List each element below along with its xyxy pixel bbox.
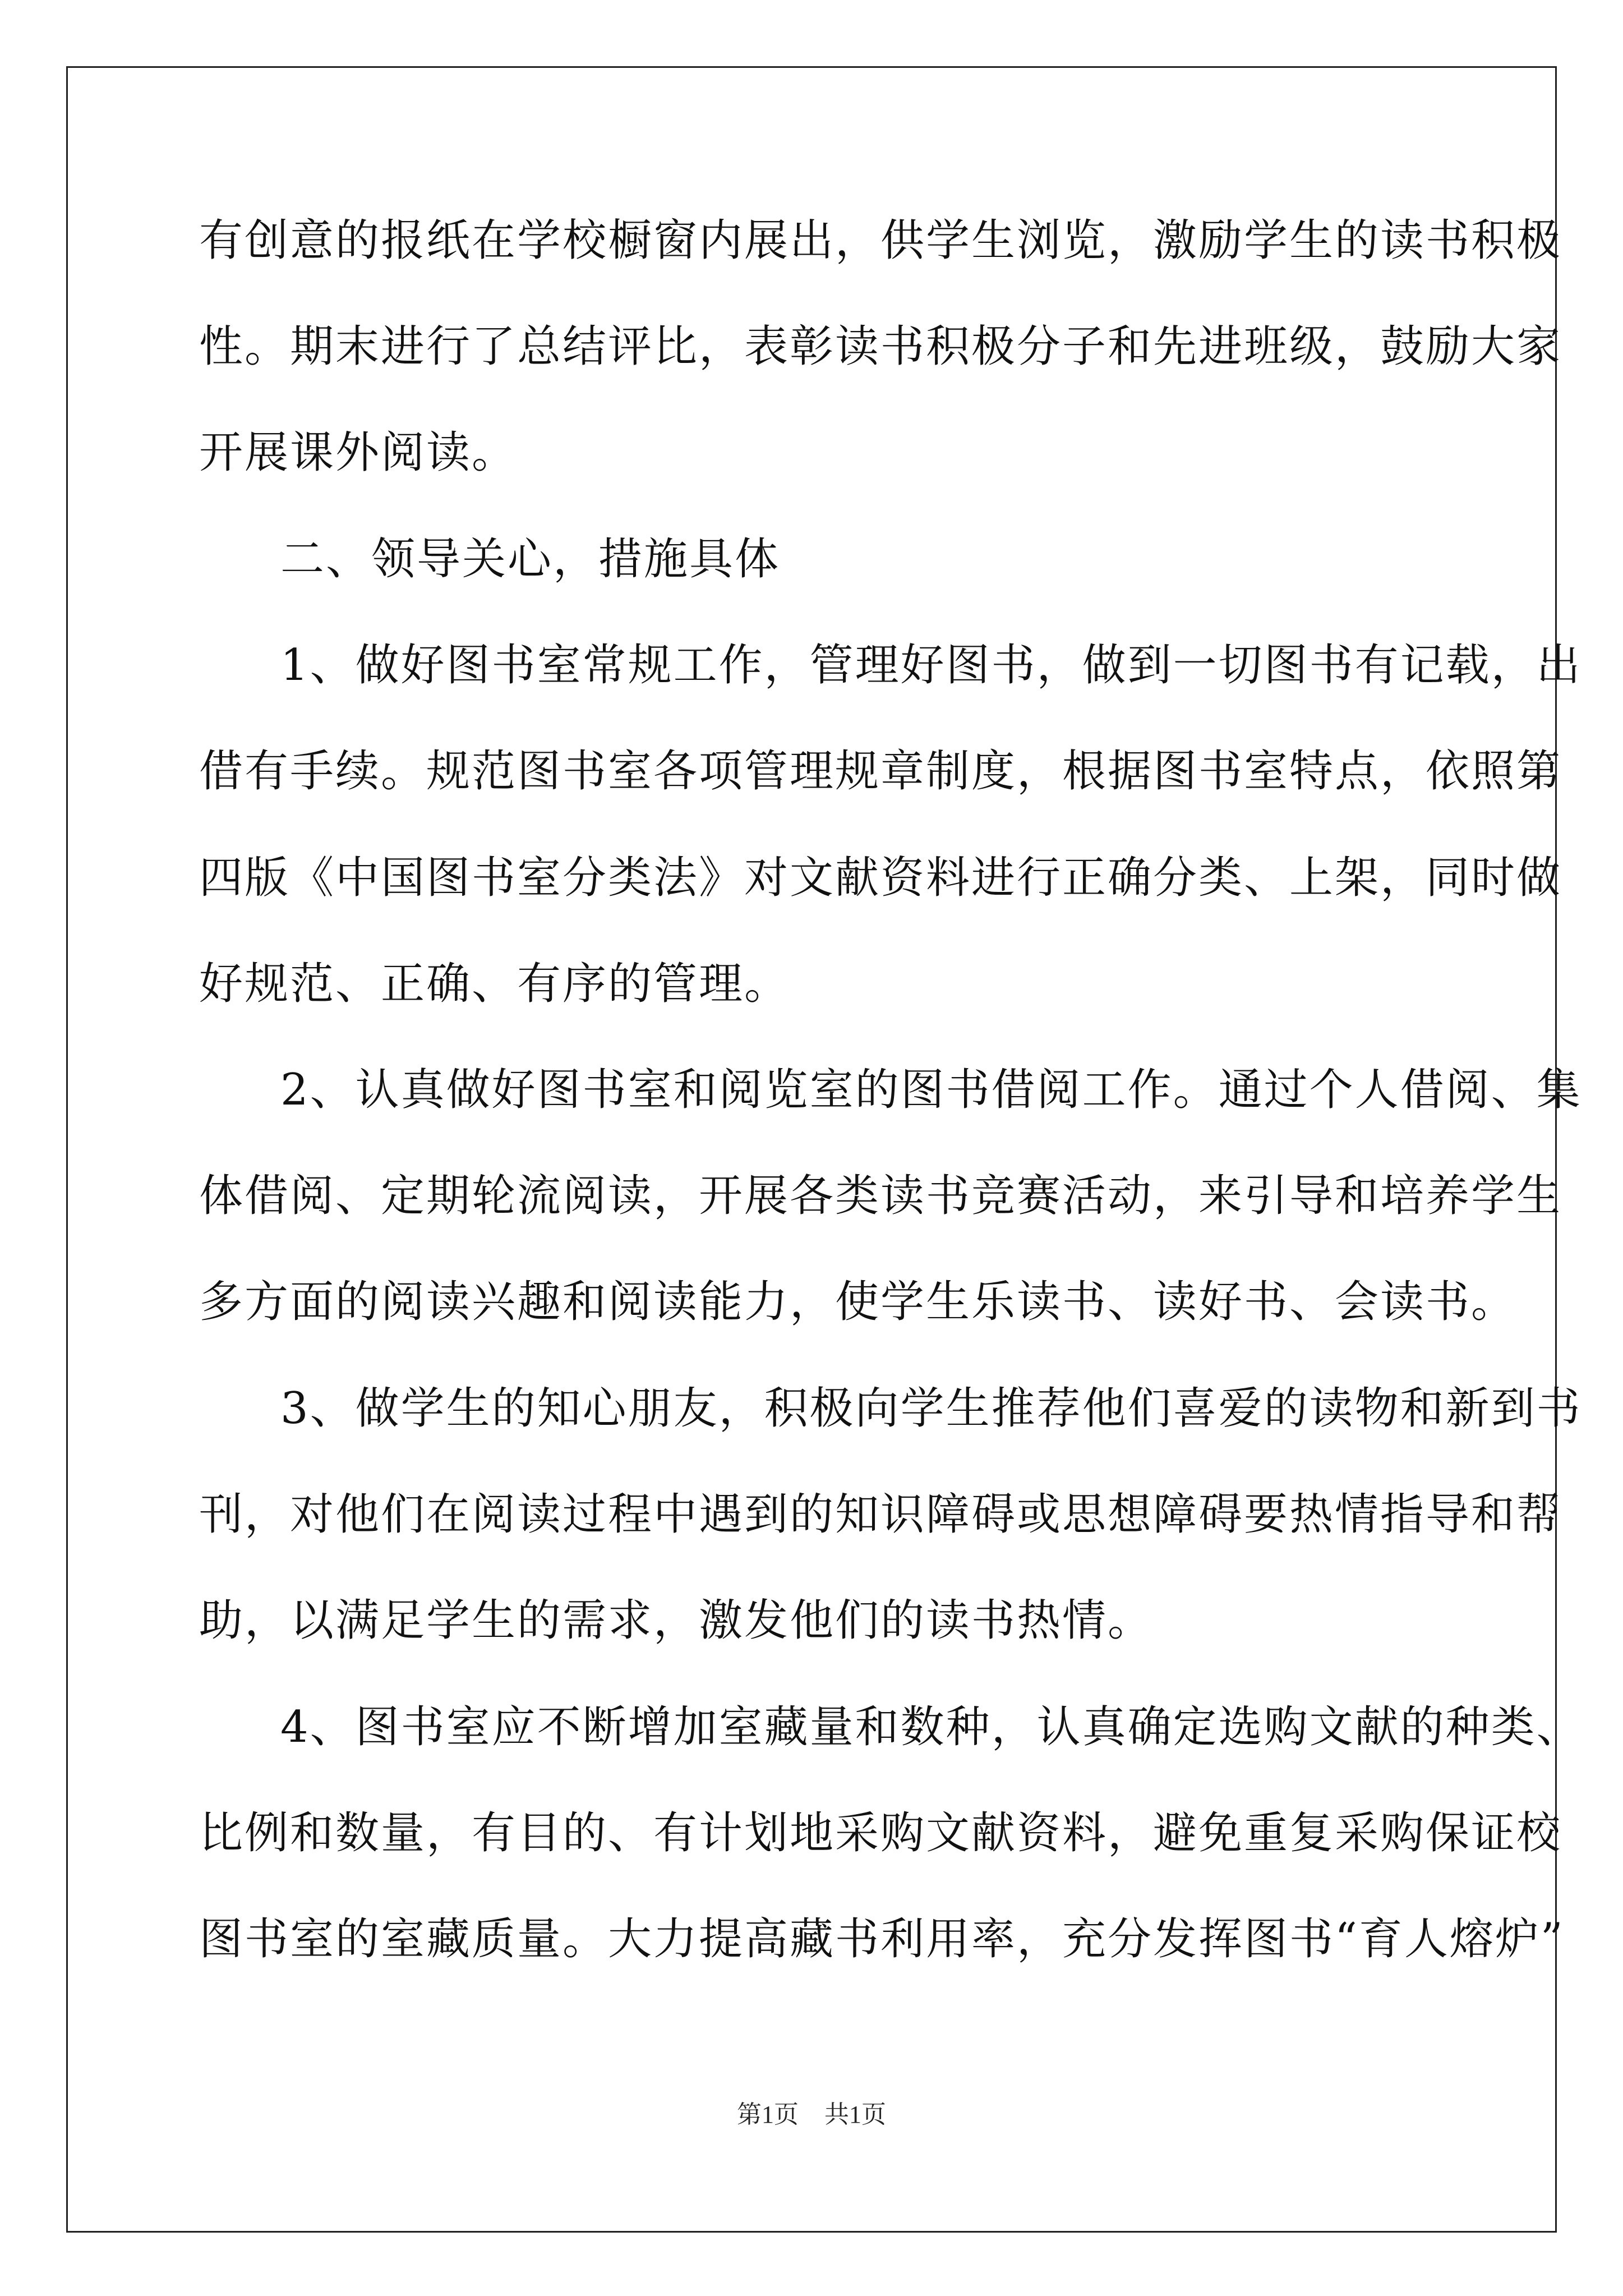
page-number-current: 第1页	[737, 2101, 799, 2128]
text-line: 借有手续。规范图书室各项管理规章制度，根据图书室特点，依照第	[199, 746, 1562, 797]
text-line: 助，以满足学生的需求，激发他们的读书热情。	[199, 1595, 1154, 1646]
page-number-total: 共1页	[824, 2101, 886, 2128]
text-line: 有创意的报纸在学校橱窗内展出，供学生浏览，激励学生的读书积极	[199, 215, 1562, 266]
page-footer	[0, 2098, 1623, 2132]
text-line: 四版《中国图书室分类法》对文献资料进行正确分类、上架，同时做	[199, 853, 1562, 903]
paragraph-first-line: 2、认真做好图书室和阅览室的图书借阅工作。通过个人借阅、集	[280, 1065, 1582, 1115]
text-line: 刊，对他们在阅读过程中遇到的知识障碍或思想障碍要热情指导和帮	[199, 1489, 1562, 1540]
text-line: 图书室的室藏质量。大力提高藏书利用率，充分发挥图书“育人熔炉”	[199, 1914, 1565, 1964]
text-line: 体借阅、定期轮流阅读，开展各类读书竞赛活动，来引导和培养学生	[199, 1171, 1562, 1221]
paragraph-first-line: 1、做好图书室常规工作，管理好图书，做到一切图书有记载，出	[280, 640, 1582, 691]
text-line: 多方面的阅读兴趣和阅读能力，使学生乐读书、读好书、会读书。	[199, 1277, 1517, 1327]
text-line: 开展课外阅读。	[199, 427, 518, 478]
text-line: 性。期末进行了总结评比，表彰读书积极分子和先进班级，鼓励大家	[199, 321, 1562, 372]
paragraph-first-line: 4、图书室应不断增加室藏量和数种，认真确定选购文献的种类、	[280, 1702, 1582, 1752]
section-heading: 二、领导关心，措施具体	[280, 534, 781, 585]
paragraph-first-line: 3、做学生的知心朋友，积极向学生推荐他们喜爱的读物和新到书	[280, 1383, 1582, 1434]
text-line: 好规范、正确、有序的管理。	[199, 959, 790, 1009]
text-line: 比例和数量，有目的、有计划地采购文献资料，避免重复采购保证校	[199, 1808, 1562, 1858]
page-border	[66, 66, 1582, 2233]
